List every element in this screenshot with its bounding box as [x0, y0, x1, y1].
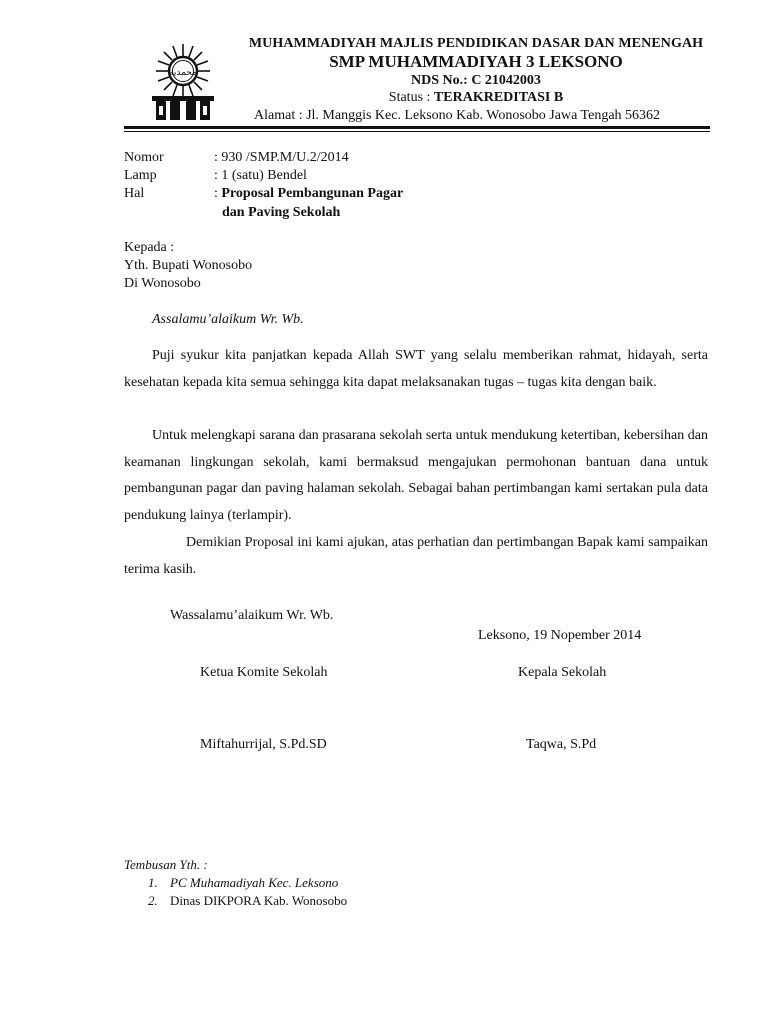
greeting: Assalamu’alaikum Wr. Wb. [152, 312, 304, 327]
letterhead-organization: MUHAMMADIYAH MAJLIS PENDIDIKAN DASAR DAN MENENGAH [248, 36, 704, 51]
lamp-value: : 1 (satu) Bendel [214, 168, 307, 183]
cc-item-number: 2. [148, 893, 158, 908]
letterhead-school-name: SMP MUHAMMADIYAH 3 LEKSONO [329, 52, 623, 71]
signatory-left-name: Miftahurrijal, S.Pd.SD [200, 737, 327, 752]
hal-label: Hal [124, 186, 145, 201]
status-value: TERAKREDITASI B [433, 90, 564, 105]
cc-item-text: Dinas DIKPORA Kab. Wonosobo [170, 893, 348, 908]
letterhead-address: Alamat : Jl. Manggis Kec. Leksono Kab. Wonosobo Jawa Tengah 56362 [254, 108, 661, 123]
lamp-label: Lamp [124, 168, 157, 183]
signatory-right-name: Taqwa, S.Pd [526, 737, 597, 752]
place-date: Leksono, 19 Nopember 2014 [478, 628, 642, 643]
recipient-location: Di Wonosobo [124, 276, 201, 291]
recipient-kepada: Kepada : [124, 240, 175, 255]
letterhead-divider-thick [124, 126, 710, 129]
paragraph-3: Demikian Proposal ini kami ajukan, atas perhatian dan pertimbangan Bapak kami sampaikan terima kasih. [124, 535, 708, 577]
nomor-label: Nomor [124, 150, 164, 165]
hal-value-line2: dan Paving Sekolah [222, 205, 341, 220]
signatory-right-title: Kepala Sekolah [518, 665, 607, 680]
cc-item-number: 1. [148, 875, 158, 890]
hal-colon: : [214, 186, 222, 201]
letterhead-nds: NDS No.: C 21042003 [411, 73, 541, 88]
status-label: Status : [388, 90, 434, 105]
paragraph-1: Puji syukur kita panjatkan kepada Allah SWT yang selalu memberikan rahmat, hidayah, serta kesehatan kepada kita semua sehingga kita dapat melaksanakan tugas – tugas kita dengan baik. [124, 348, 708, 390]
muhammadiyah-logo [146, 40, 220, 122]
logo-calligraphy: محمدية [169, 68, 197, 78]
letterhead-status [226, 90, 726, 106]
recipient-name: Yth. Bupati Wonosobo [124, 258, 253, 273]
cc-heading: Tembusan Yth. : [124, 857, 208, 872]
hal-value-line1: Proposal Pembangunan Pagar [221, 186, 404, 201]
cc-item-text: PC Muhamadiyah Kec. Leksono [170, 875, 339, 890]
nomor-value: : 930 /SMP.M/U.2/2014 [214, 150, 349, 165]
signatory-left-title: Ketua Komite Sekolah [200, 665, 328, 680]
letterhead-divider-thin [124, 131, 710, 132]
closing-salutation: Wassalamu’alaikum Wr. Wb. [170, 608, 334, 623]
hal-value [214, 186, 403, 202]
paragraph-2: Untuk melengkapi sarana dan prasarana sekolah serta untuk mendukung ketertiban, kebersihan dan keamanan lingkungan sekolah, kami bermaksud mengajukan permohonan bantuan dana untuk pembangunan pagar dan paving halaman sekolah. Sebagai bahan pertimbangan kami sertakan pula data pendukung lainya (terlampir). [124, 428, 708, 523]
